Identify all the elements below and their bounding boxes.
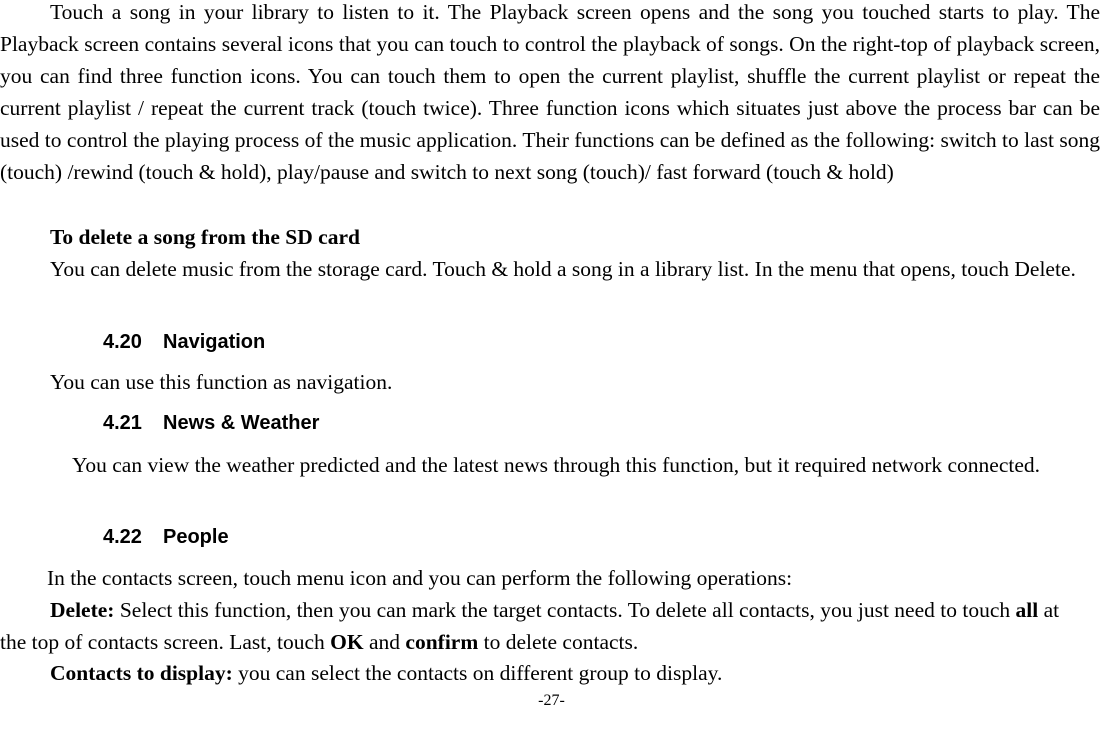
section-title: People bbox=[163, 526, 229, 548]
section-title: News & Weather bbox=[163, 412, 320, 434]
delete-song-paragraph: You can delete music from the storage card. Touch & hold a song in a library list. In the menu that opens, touch Delete. bbox=[50, 257, 1076, 281]
contacts-display-paragraph bbox=[0, 657, 1100, 689]
delete-desc: and bbox=[363, 630, 406, 654]
delete-desc: Select this function, then you can mark the target contacts. To delete all contacts, you just need to touch bbox=[114, 598, 1016, 622]
delete-desc: to delete contacts. bbox=[478, 630, 639, 654]
confirm-keyword: confirm bbox=[405, 630, 479, 654]
page-number: -27- bbox=[538, 692, 565, 709]
delete-label: Delete: bbox=[50, 598, 115, 622]
ok-keyword: OK bbox=[330, 630, 364, 654]
news-paragraph: You can view the weather predicted and the latest news through this function, but it required network connected. bbox=[72, 453, 1041, 477]
all-keyword: all bbox=[1015, 598, 1039, 622]
people-intro: In the contacts screen, touch menu icon and you can perform the following operations: bbox=[47, 566, 793, 590]
delete-contacts-paragraph bbox=[0, 594, 1085, 658]
section-heading-navigation bbox=[103, 330, 265, 354]
navigation-paragraph: You can use this function as navigation. bbox=[50, 370, 393, 394]
delete-desc: at the top of contacts screen. Last, touch bbox=[0, 598, 1060, 654]
delete-song-heading: To delete a song from the SD card bbox=[50, 225, 360, 249]
playback-paragraph: Touch a song in your library to listen to it. The Playback screen opens and the song you touched starts to play. The Playback screen contains several icons that you can touch to control the playback of songs. On the right-top of playback screen, you can find three function icons. You can touch them to open the current playlist, shuffle the current playlist or repeat the current playlist / repeat the current track (touch twice). Three function icons which situates just above the process bar can be used to control the playing process of the music application. Their functions can be defined as the following: switch to last song (touch) /rewind (touch & hold), play/pause and switch to next song (touch)/ fast forward (touch & hold) bbox=[0, 0, 1100, 184]
section-number: 4.20 bbox=[103, 331, 142, 353]
section-heading-people bbox=[103, 525, 229, 549]
contacts-label: Contacts to display: bbox=[50, 661, 233, 685]
contacts-desc: you can select the contacts on different group to display. bbox=[232, 661, 723, 685]
section-number: 4.22 bbox=[103, 526, 142, 548]
section-heading-news-weather bbox=[103, 411, 319, 435]
section-title: Navigation bbox=[163, 331, 266, 353]
section-number: 4.21 bbox=[103, 412, 142, 434]
